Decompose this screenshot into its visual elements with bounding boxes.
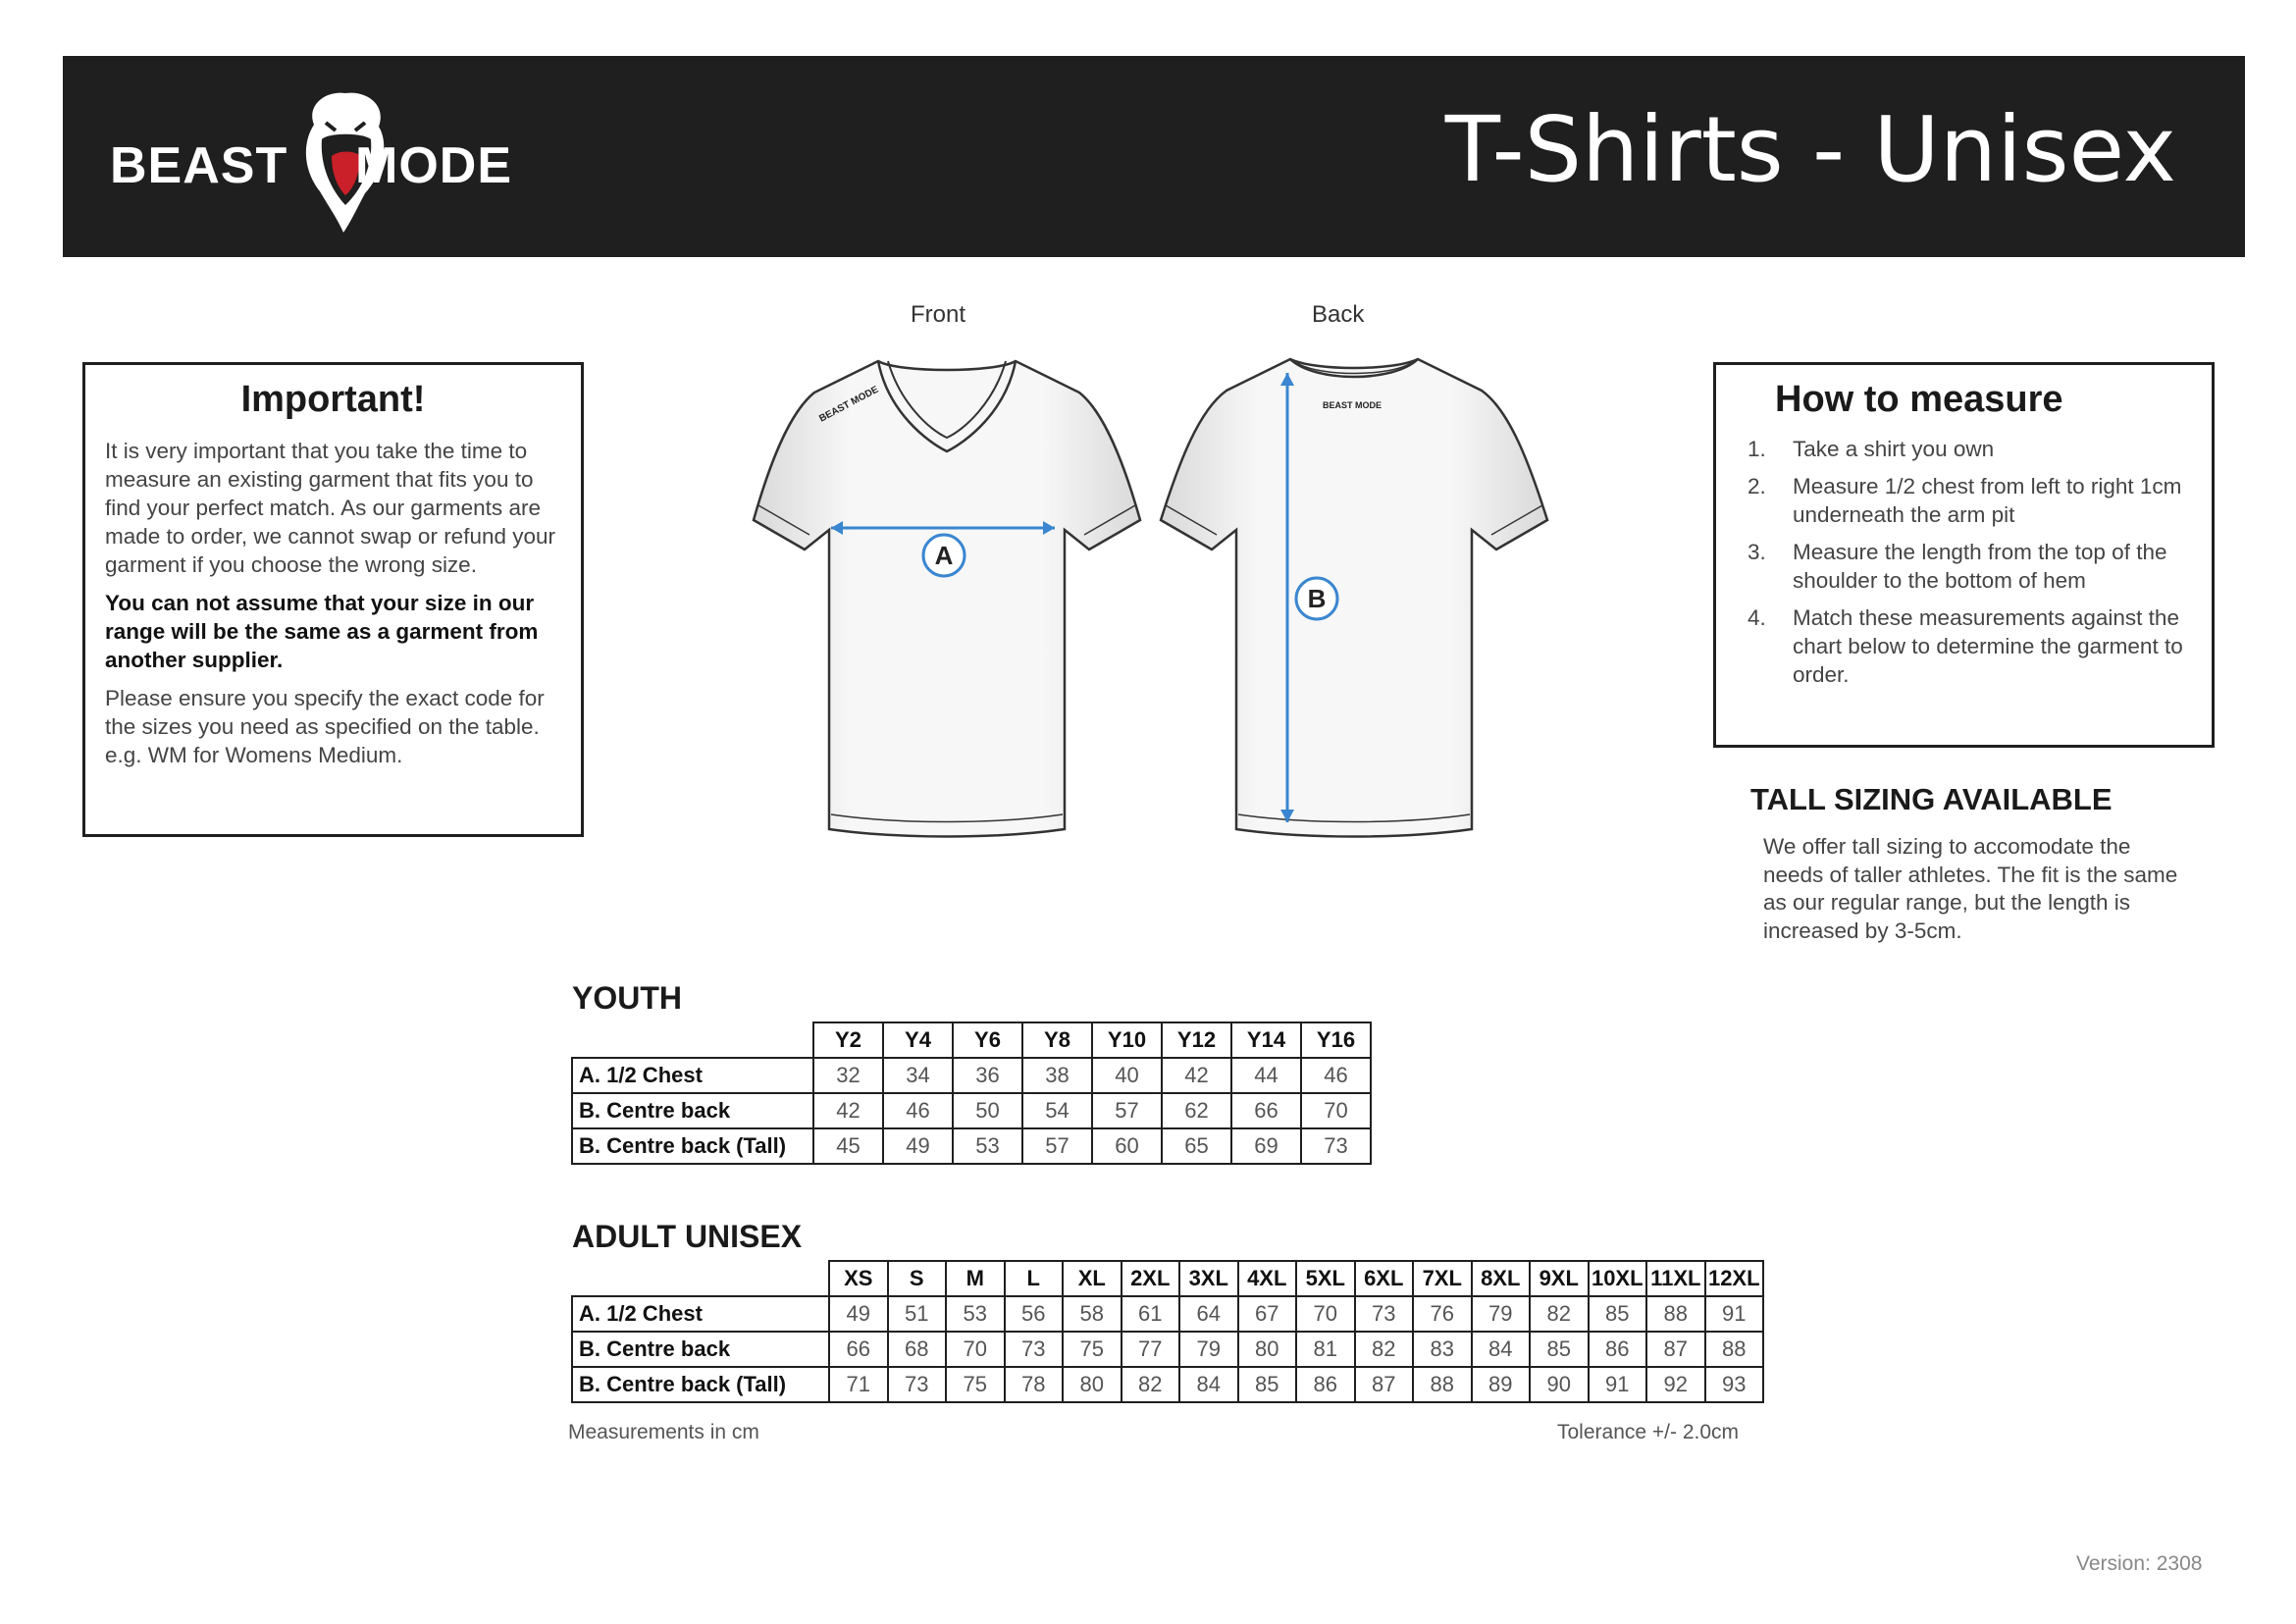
measurement-value-cell: 66 [1231,1093,1301,1128]
measurement-value-cell: 87 [1646,1332,1705,1367]
measurement-value-cell: 90 [1530,1367,1589,1402]
measurement-value-cell: 73 [1005,1332,1064,1367]
measurement-value-cell: 75 [946,1367,1005,1402]
size-header-cell: 2XL [1122,1261,1180,1296]
measurement-value-cell: 69 [1231,1128,1301,1164]
measurement-value-cell: 86 [1296,1367,1355,1402]
page-title: T-Shirts - Unisex [1444,97,2176,202]
tolerance-note: Tolerance +/- 2.0cm [1557,1421,1740,1443]
size-header-cell: XS [829,1261,888,1296]
measurement-value-cell: 91 [1705,1296,1764,1332]
header-bar [63,56,2245,257]
measurement-value-cell: 92 [1646,1367,1705,1402]
measurement-value-cell: 79 [1179,1332,1238,1367]
measurement-value-cell: 62 [1162,1093,1231,1128]
size-header-cell: 12XL [1705,1261,1764,1296]
size-header-cell: 3XL [1179,1261,1238,1296]
size-header-cell: Y4 [883,1022,953,1058]
svg-text:BEAST MODE: BEAST MODE [817,384,881,425]
table-header-row [572,1022,1371,1058]
size-header-cell: XL [1063,1261,1122,1296]
measurement-value-cell: 44 [1231,1058,1301,1093]
brand-text-left: BEAST [110,137,288,194]
brand-logo [110,85,561,233]
table-corner-cell [572,1022,813,1058]
measurement-value-cell: 38 [1022,1058,1092,1093]
table-header-row [572,1261,1763,1296]
measurement-value-cell: 80 [1238,1332,1297,1367]
measurement-value-cell: 58 [1063,1296,1122,1332]
size-header-cell: Y16 [1301,1022,1371,1058]
measurement-value-cell: 83 [1413,1332,1472,1367]
measurement-value-cell: 61 [1122,1296,1180,1332]
how-to-measure-box [1713,362,2215,748]
table-row [572,1093,1371,1128]
size-header-cell: L [1005,1261,1064,1296]
measurement-value-cell: 49 [883,1128,953,1164]
how-to-step: 4. Match these measurements against the chart below to determine the garment to order. [1748,605,2183,687]
adult-size-table [571,1260,1764,1403]
front-label: Front [911,301,966,328]
measurement-label-cell: B. Centre back (Tall) [572,1367,829,1402]
measurement-value-cell: 93 [1705,1367,1764,1402]
measurement-value-cell: 84 [1179,1367,1238,1402]
size-header-cell: 5XL [1296,1261,1355,1296]
size-header-cell: 4XL [1238,1261,1297,1296]
measurement-value-cell: 57 [1022,1128,1092,1164]
back-label: Back [1312,301,1365,328]
table-row [572,1332,1763,1367]
measurement-value-cell: 70 [1296,1296,1355,1332]
back-shirt-illustration [1148,353,1560,839]
measurement-value-cell: 34 [883,1058,953,1093]
measurement-value-cell: 53 [953,1128,1022,1164]
size-header-cell: M [946,1261,1005,1296]
table-row [572,1128,1371,1164]
measurement-value-cell: 77 [1122,1332,1180,1367]
tall-sizing-heading: TALL SIZING AVAILABLE [1750,782,2113,816]
measurement-value-cell: 57 [1092,1093,1162,1128]
size-header-cell: Y2 [813,1022,883,1058]
important-paragraph-3: Please ensure you specify the exact code for the sizes you need as specified on the table. e.g. WM for Womens Medium. [105,686,545,767]
marker-a: A [934,541,954,570]
size-header-cell: Y6 [953,1022,1022,1058]
youth-size-table [571,1022,1372,1165]
measurement-value-cell: 75 [1063,1332,1122,1367]
measurement-value-cell: 84 [1472,1332,1531,1367]
how-to-step: 1. Take a shirt you own [1748,437,1995,461]
version-label: Version: 2308 [2076,1552,2203,1575]
size-header-cell: 11XL [1646,1261,1705,1296]
measurement-value-cell: 56 [1005,1296,1064,1332]
measurement-value-cell: 88 [1705,1332,1764,1367]
brand-text-right: MODE [355,137,512,194]
measurement-value-cell: 86 [1589,1332,1647,1367]
measurement-value-cell: 50 [953,1093,1022,1128]
measurement-value-cell: 85 [1238,1367,1297,1402]
svg-text:BEAST MODE: BEAST MODE [1323,400,1383,410]
measurement-value-cell: 73 [1355,1296,1414,1332]
size-header-cell: Y8 [1022,1022,1092,1058]
measurement-label-cell: B. Centre back [572,1332,829,1367]
measurement-value-cell: 51 [888,1296,947,1332]
size-header-cell: Y10 [1092,1022,1162,1058]
measurement-value-cell: 64 [1179,1296,1238,1332]
how-to-step: 2. Measure 1/2 chest from left to right 1cm underneath the arm pit [1748,474,2182,527]
size-header-cell: 6XL [1355,1261,1414,1296]
measurement-value-cell: 32 [813,1058,883,1093]
measurement-value-cell: 81 [1296,1332,1355,1367]
how-to-step: 3. Measure the length from the top of the shoulder to the bottom of hem [1748,540,2167,593]
measurement-label-cell: B. Centre back (Tall) [572,1128,813,1164]
measurement-value-cell: 60 [1092,1128,1162,1164]
measurement-value-cell: 42 [1162,1058,1231,1093]
measurement-value-cell: 78 [1005,1367,1064,1402]
how-to-steps [1736,435,2192,689]
table-corner-cell [572,1261,829,1296]
table-row [572,1058,1371,1093]
important-heading: Important! [240,379,426,420]
measurement-value-cell: 88 [1413,1367,1472,1402]
measurement-value-cell: 67 [1238,1296,1297,1332]
size-header-cell: S [888,1261,947,1296]
measurement-value-cell: 36 [953,1058,1022,1093]
measurement-value-cell: 91 [1589,1367,1647,1402]
tall-sizing-text: We offer tall sizing to accomodate the needs of taller athletes. The fit is the same as our regular range, but the length is increased by 3-5cm. [1763,834,2178,943]
measurement-value-cell: 65 [1162,1128,1231,1164]
measurement-value-cell: 49 [829,1296,888,1332]
measurement-value-cell: 85 [1530,1332,1589,1367]
size-header-cell: 9XL [1530,1261,1589,1296]
adult-title: ADULT UNISEX [572,1219,803,1254]
measurement-value-cell: 76 [1413,1296,1472,1332]
measurement-label-cell: A. 1/2 Chest [572,1296,829,1332]
measurement-value-cell: 70 [946,1332,1005,1367]
measurement-value-cell: 82 [1530,1296,1589,1332]
measurement-label-cell: B. Centre back [572,1093,813,1128]
measurement-value-cell: 71 [829,1367,888,1402]
measurement-value-cell: 73 [888,1367,947,1402]
table-row [572,1367,1763,1402]
important-box [82,362,584,837]
measurement-value-cell: 45 [813,1128,883,1164]
important-paragraph-2: You can not assume that your size in our range will be the same as a garment from another supplier. [105,591,539,672]
measurement-value-cell: 85 [1589,1296,1647,1332]
measurement-value-cell: 88 [1646,1296,1705,1332]
size-header-cell: 10XL [1589,1261,1647,1296]
measurement-value-cell: 70 [1301,1093,1371,1128]
measurement-value-cell: 46 [883,1093,953,1128]
table-row [572,1296,1763,1332]
size-header-cell: 8XL [1472,1261,1531,1296]
measurement-value-cell: 89 [1472,1367,1531,1402]
measurement-value-cell: 46 [1301,1058,1371,1093]
measurement-value-cell: 80 [1063,1367,1122,1402]
measurement-value-cell: 54 [1022,1093,1092,1128]
measurement-value-cell: 66 [829,1332,888,1367]
size-header-cell: Y14 [1231,1022,1301,1058]
measurement-value-cell: 53 [946,1296,1005,1332]
measurement-value-cell: 82 [1122,1367,1180,1402]
size-header-cell: Y12 [1162,1022,1231,1058]
measurement-value-cell: 82 [1355,1332,1414,1367]
marker-b: B [1307,584,1327,613]
measurement-label-cell: A. 1/2 Chest [572,1058,813,1093]
measurement-value-cell: 79 [1472,1296,1531,1332]
size-header-cell: 7XL [1413,1261,1472,1296]
measurement-value-cell: 68 [888,1332,947,1367]
important-paragraph-1: It is very important that you take the time to measure an existing garment that fits you to find your perfect match. As our garments are made to order, we cannot swap or refund your garment if you choose the wrong size. [105,439,556,577]
youth-title: YOUTH [572,980,682,1016]
measurement-value-cell: 42 [813,1093,883,1128]
front-shirt-illustration [741,353,1153,839]
measurement-value-cell: 40 [1092,1058,1162,1093]
measurement-value-cell: 87 [1355,1367,1414,1402]
measurement-value-cell: 73 [1301,1128,1371,1164]
how-to-heading: How to measure [1775,379,2063,420]
units-note: Measurements in cm [568,1421,759,1443]
